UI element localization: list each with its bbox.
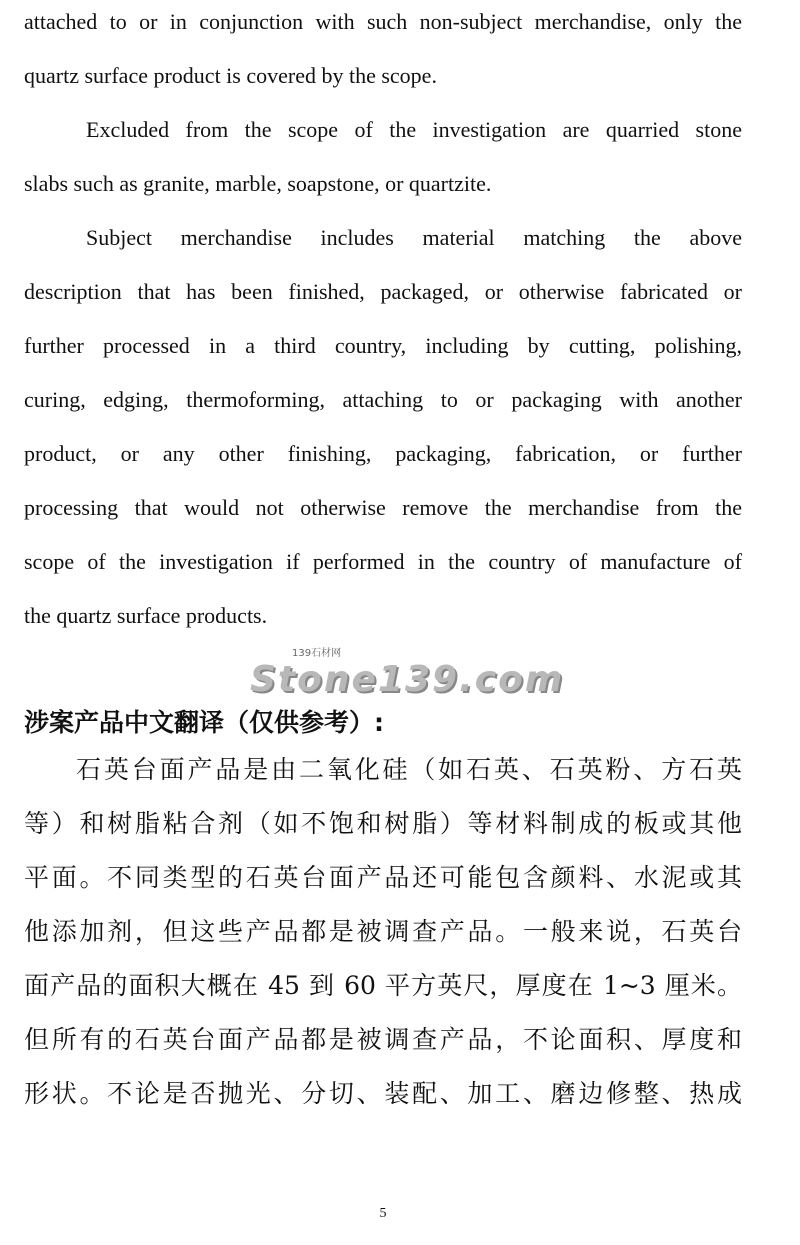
text-line: attached to or in conjunction with such non-subject merchandise, only the xyxy=(24,9,742,34)
text-line: curing, edging, thermoforming, attaching to or packaging with another xyxy=(24,387,742,412)
text-line: processing that would not otherwise remove the merchandise from the xyxy=(24,495,742,520)
text-line: Excluded from the scope of the investigation are quarried stone xyxy=(86,117,742,142)
text-line: further processed in a third country, including by cutting, polishing, xyxy=(24,333,742,358)
text-line: slabs such as granite, marble, soapstone, or quartzite. xyxy=(24,171,492,196)
watermark-logo xyxy=(250,648,570,700)
english-text xyxy=(24,0,742,643)
text-line: 形状。不论是否抛光、分切、装配、加工、磨边修整、热成 xyxy=(24,1079,742,1108)
text-line: 石英台面产品是由二氧化硅（如石英、石英粉、方石英 xyxy=(76,755,742,784)
text-line: product, or any other finishing, packaging, fabrication, or further xyxy=(24,441,742,466)
text-line: description that has been finished, packaged, or otherwise fabricated or xyxy=(24,279,742,304)
text-line: 平面。不同类型的石英台面产品还可能包含颜料、水泥或其 xyxy=(24,863,742,892)
page-number: 5 xyxy=(379,1206,387,1221)
watermark-main-text: Stone139.com xyxy=(250,659,565,700)
chinese-text xyxy=(24,743,742,1121)
text-line: Subject merchandise includes material matching the above xyxy=(86,225,742,250)
text-line: 等）和树脂粘合剂（如不饱和树脂）等材料制成的板或其他 xyxy=(24,809,742,838)
watermark-small-text: 139石材网 xyxy=(292,648,342,659)
text-line: scope of the investigation if performed in the country of manufacture of xyxy=(24,549,742,574)
text-line: quartz surface product is covered by the scope. xyxy=(24,63,437,88)
text-line: 他添加剂，但这些产品都是被调查产品。一般来说，石英台 xyxy=(24,917,742,946)
chinese-heading: 涉案产品中文翻译（仅供参考）: xyxy=(24,708,384,737)
text-line: 但所有的石英台面产品都是被调查产品，不论面积、厚度和 xyxy=(24,1025,742,1054)
text-line: the quartz surface products. xyxy=(24,603,268,628)
text-line: 面产品的面积大概在 45 到 60 平方英尺，厚度在 1~3 厘米。 xyxy=(24,971,742,1000)
